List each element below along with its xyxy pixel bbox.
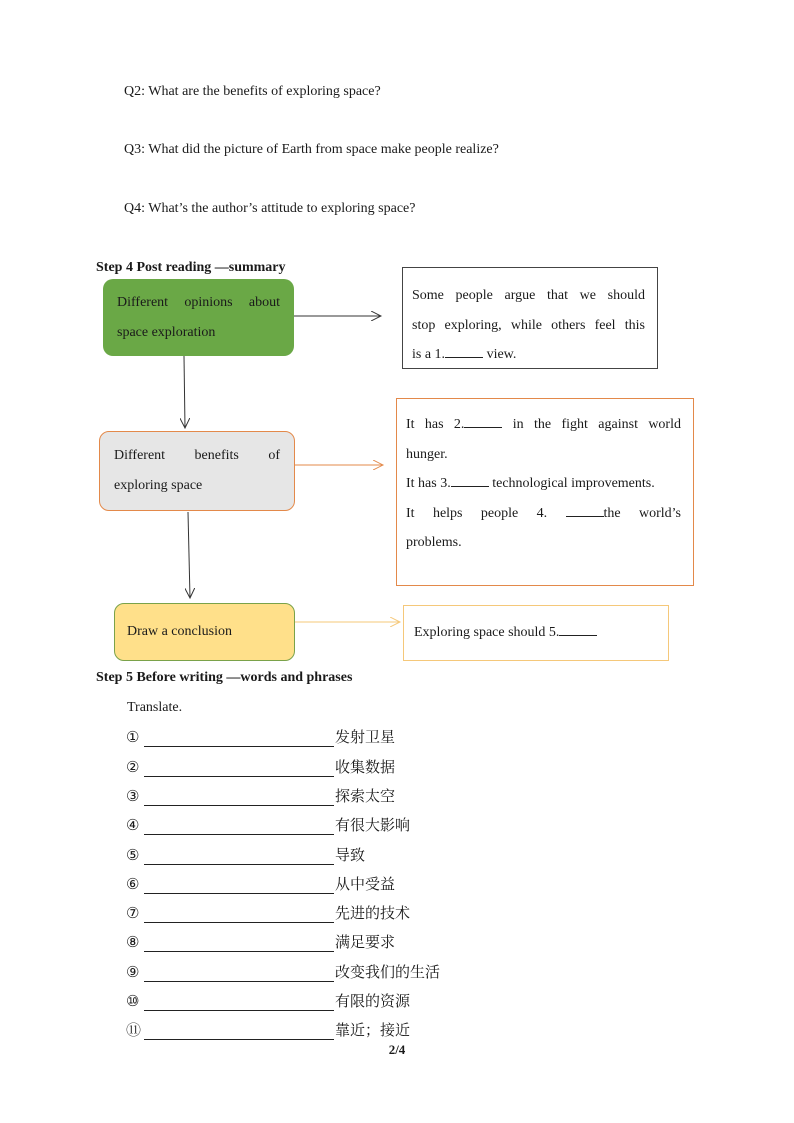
translate-item-chinese: 有限的资源: [335, 992, 411, 1010]
summary-box-opinions-line2: stop exploring, while others feel this: [412, 317, 645, 333]
translate-item-number: ②: [126, 760, 140, 776]
translate-item-number: ⑥: [126, 877, 140, 893]
translate-item-chinese: 探索太空: [335, 787, 396, 805]
benefits-line4: It helps people 4. the world’s: [406, 505, 681, 521]
translate-item-chinese: 先进的技术: [335, 904, 411, 922]
translate-item-number: ①: [126, 730, 140, 746]
step5-title: Step 5 Before writing —words and phrases: [96, 670, 353, 685]
summary-box-opinions: [402, 267, 658, 369]
blank-1[interactable]: [445, 345, 483, 358]
translate-answer-blank[interactable]: [144, 758, 334, 777]
question-q4: Q4: What’s the author’s attitude to exploring space?: [124, 201, 416, 216]
translate-answer-blank[interactable]: [144, 1021, 334, 1040]
step4-title: Step 4 Post reading —summary: [96, 260, 286, 275]
benefits-line2: hunger.: [406, 446, 448, 462]
summary-box-opinions-line3: is a 1. view.: [412, 347, 517, 362]
summary-box-benefits: [396, 398, 694, 586]
translate-item-chinese: 改变我们的生活: [335, 963, 441, 981]
translate-item: [126, 843, 365, 865]
translate-item-number: ⑩: [126, 994, 140, 1010]
benefits-line5: problems.: [406, 535, 462, 550]
translate-item: [126, 813, 410, 835]
translate-item-number: ④: [126, 818, 140, 834]
translate-answer-blank[interactable]: [144, 904, 334, 923]
summary-box-opinions-line1: Some people argue that we should: [412, 288, 645, 303]
translate-instruction: Translate.: [127, 700, 183, 715]
box-different-benefits: [99, 431, 295, 511]
blank-2[interactable]: [464, 415, 502, 428]
translate-item-number: ③: [126, 789, 140, 805]
translate-item-chinese: 从中受益: [335, 875, 396, 893]
translate-item: [126, 960, 440, 982]
translate-item: [126, 725, 395, 747]
translate-item: [126, 930, 395, 952]
translate-answer-blank[interactable]: [144, 787, 334, 806]
box-different-benefits-line1: Different benefits of: [114, 448, 280, 463]
translate-item-chinese: 靠近；接近: [335, 1021, 411, 1039]
arrow-box1-down: [184, 356, 185, 428]
benefits-line3: It has 3. technological improvements.: [406, 476, 655, 491]
translate-item-chinese: 发射卫星: [335, 728, 396, 746]
translate-answer-blank[interactable]: [144, 846, 334, 865]
conclusion-line: Exploring space should 5.: [414, 618, 597, 648]
blank-5[interactable]: [559, 623, 597, 636]
question-q2: Q2: What are the benefits of exploring space?: [124, 84, 381, 99]
box-draw-conclusion-text: Draw a conclusion: [127, 624, 232, 639]
box-different-opinions: [103, 279, 294, 356]
translate-item-chinese: 满足要求: [335, 933, 396, 951]
summary-box-conclusion: [403, 605, 669, 661]
translate-answer-blank[interactable]: [144, 875, 334, 894]
translate-answer-blank[interactable]: [144, 816, 334, 835]
question-q3: Q3: What did the picture of Earth from space make people realize?: [124, 142, 499, 157]
blank-3[interactable]: [451, 474, 489, 487]
blank-4[interactable]: [566, 504, 604, 517]
translate-item-chinese: 有很大影响: [335, 816, 411, 834]
translate-item-number: ⑧: [126, 935, 140, 951]
box-different-benefits-line2: exploring space: [114, 478, 203, 493]
translate-item: [126, 872, 395, 894]
translate-item: [126, 901, 410, 923]
translate-item-number: ⑤: [126, 848, 140, 864]
translate-item: [126, 989, 410, 1011]
translate-answer-blank[interactable]: [144, 933, 334, 952]
translate-item: [126, 755, 395, 777]
translate-item: [126, 784, 395, 806]
box-draw-conclusion: [114, 603, 295, 661]
translate-item-chinese: 导致: [335, 846, 366, 864]
translate-answer-blank[interactable]: [144, 963, 334, 982]
arrow-box2-down: [188, 512, 190, 598]
translate-item-number: ⑪: [126, 1023, 142, 1039]
translate-item: [126, 1018, 410, 1040]
translate-item-number: ⑨: [126, 965, 140, 981]
translate-item-chinese: 收集数据: [335, 758, 396, 776]
translate-answer-blank[interactable]: [144, 728, 334, 747]
translate-item-number: ⑦: [126, 906, 140, 922]
translate-answer-blank[interactable]: [144, 992, 334, 1011]
box-different-opinions-line1: Different opinions about: [117, 294, 280, 310]
benefits-line1: It has 2. in the fight against world: [406, 417, 681, 432]
page-number: 2/4: [388, 1042, 406, 1057]
box-different-opinions-line2: space exploration: [117, 324, 216, 340]
